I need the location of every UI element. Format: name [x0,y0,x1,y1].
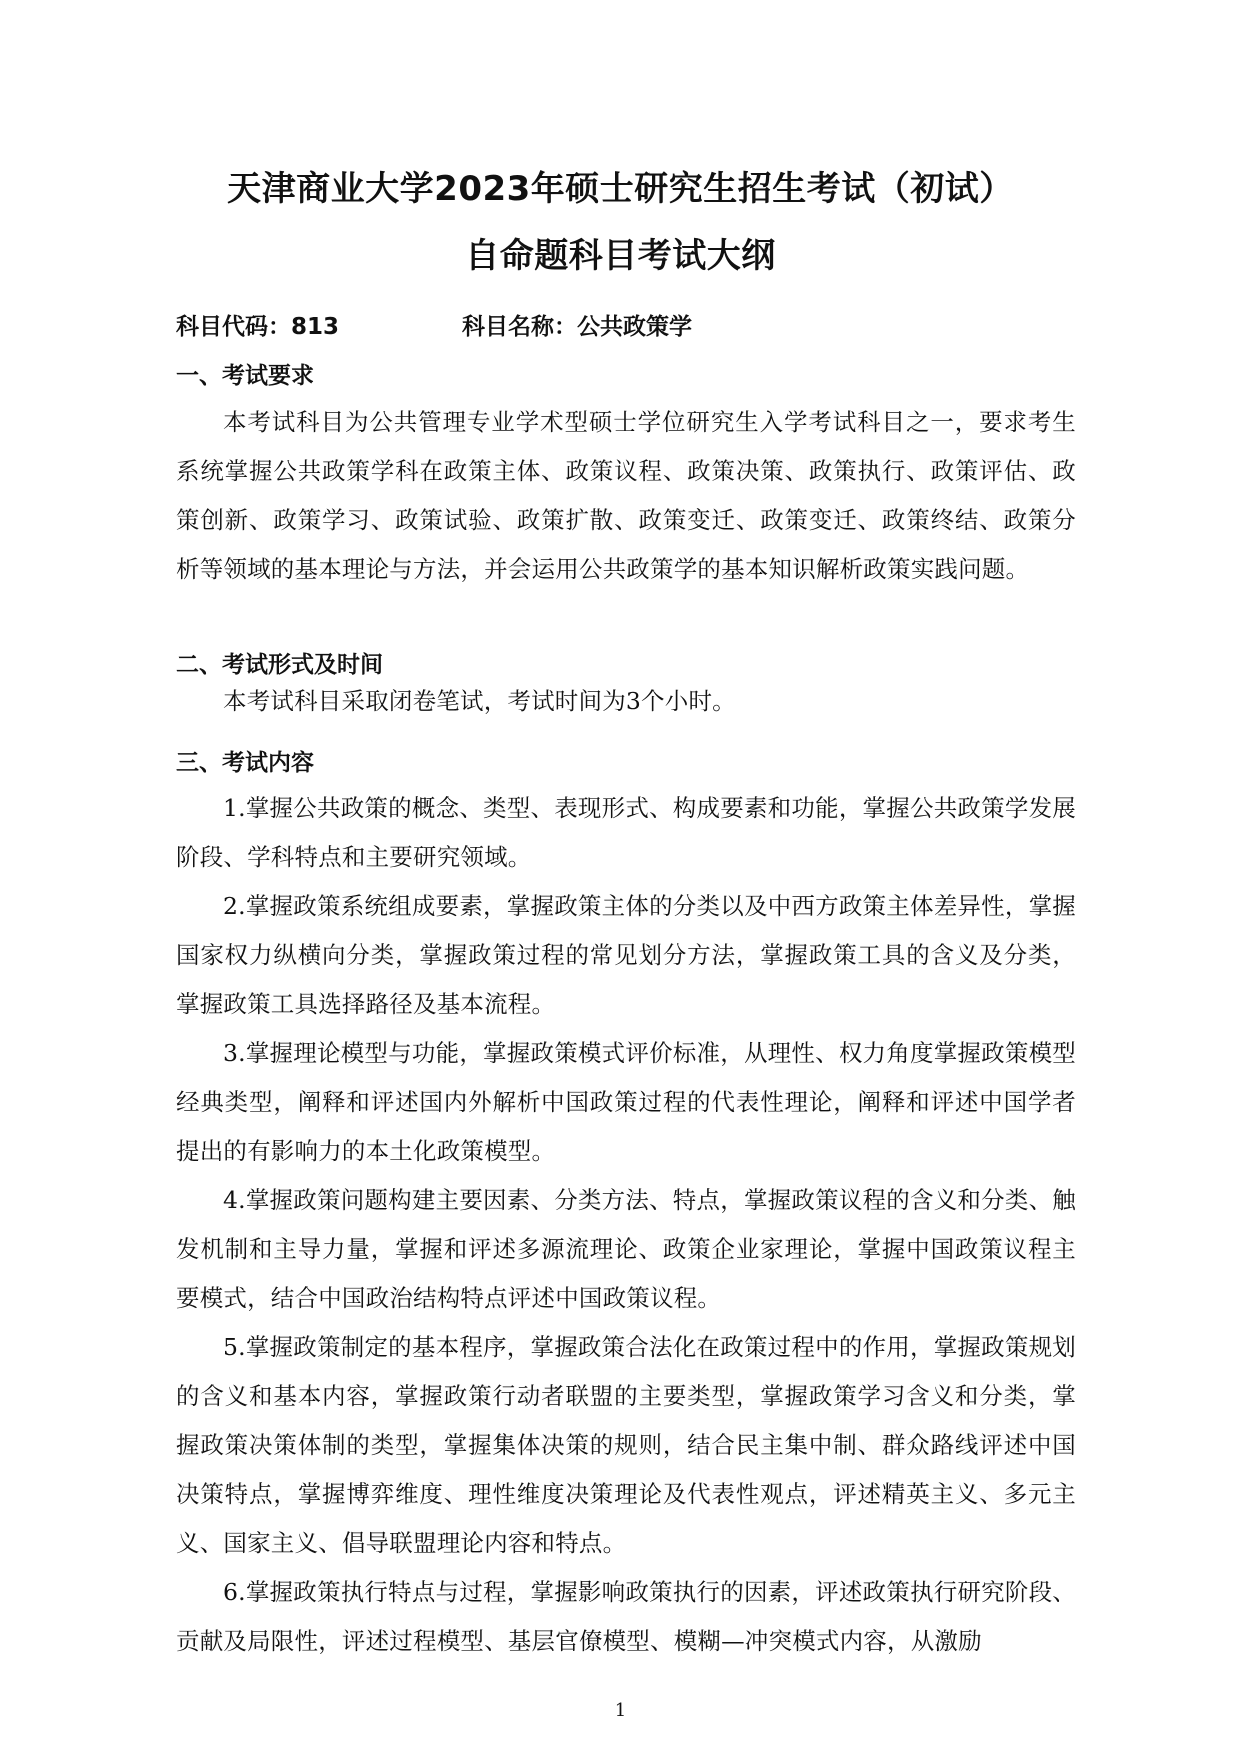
page-number: 1 [614,1700,627,1721]
subject-name: 科目名称：公共政策学 [462,314,692,340]
section-paragraph-format: 本考试科目采取闭卷笔试，考试时间为3个小时。 [223,687,736,715]
section-heading-requirements: 一、考试要求 [176,363,314,389]
content-item-1: 1.掌握公共政策的概念、类型、表现形式、构成要素和功能，掌握公共政策学发展阶段、学科特点和主要研究领域。 [176,794,1076,871]
content-item-5: 5.掌握政策制定的基本程序，掌握政策合法化在政策过程中的作用，掌握政策规划的含义和基本内容，掌握政策行动者联盟的主要类型，掌握政策学习含义和分类，掌握政策决策体制的类型，掌握集体决策的规则，结合民主集中制、群众路线评述中国决策特点，掌握博弈维度、理性维度决策理论及代表性观点，评述精英主义、多元主义、国家主义、倡导联盟理论内容和特点。 [176,1333,1076,1557]
section-paragraph-requirements: 本考试科目为公共管理专业学术型硕士学位研究生入学考试科目之一，要求考生系统掌握公共政策学科在政策主体、政策议程、政策决策、政策执行、政策评估、政策创新、政策学习、政策试验、政策扩散、政策变迁、政策变迁、政策终结、政策分析等领域的基本理论与方法，并会运用公共政策学的基本知识解析政策实践问题。 [176,408,1076,583]
section-heading-content: 三、考试内容 [176,750,314,776]
document-title-line2: 自命题科目考试大纲 [465,236,776,276]
subject-code: 科目代码：813 [176,314,340,340]
content-item-6: 6.掌握政策执行特点与过程，掌握影响政策执行的因素，评述政策执行研究阶段、贡献及局限性，评述过程模型、基层官僚模型、模糊—冲突模式内容，从激励 [176,1578,1076,1655]
section-heading-format: 二、考试形式及时间 [176,652,383,678]
content-item-4: 4.掌握政策问题构建主要因素、分类方法、特点，掌握政策议程的含义和分类、触发机制和主导力量，掌握和评述多源流理论、政策企业家理论，掌握中国政策议程主要模式，结合中国政治结构特点评述中国政策议程。 [176,1186,1076,1312]
content-item-2: 2.掌握政策系统组成要素，掌握政策主体的分类以及中西方政策主体差异性，掌握国家权力纵横向分类，掌握政策过程的常见划分方法，掌握政策工具的含义及分类，掌握政策工具选择路径及基本流程。 [176,892,1076,1018]
document-title-line1: 天津商业大学2023年硕士研究生招生考试（初试） [227,169,1014,209]
content-item-3: 3.掌握理论模型与功能，掌握政策模式评价标准，从理性、权力角度掌握政策模型经典类型，阐释和评述国内外解析中国政策过程的代表性理论，阐释和评述中国学者提出的有影响力的本土化政策模型。 [176,1039,1076,1165]
